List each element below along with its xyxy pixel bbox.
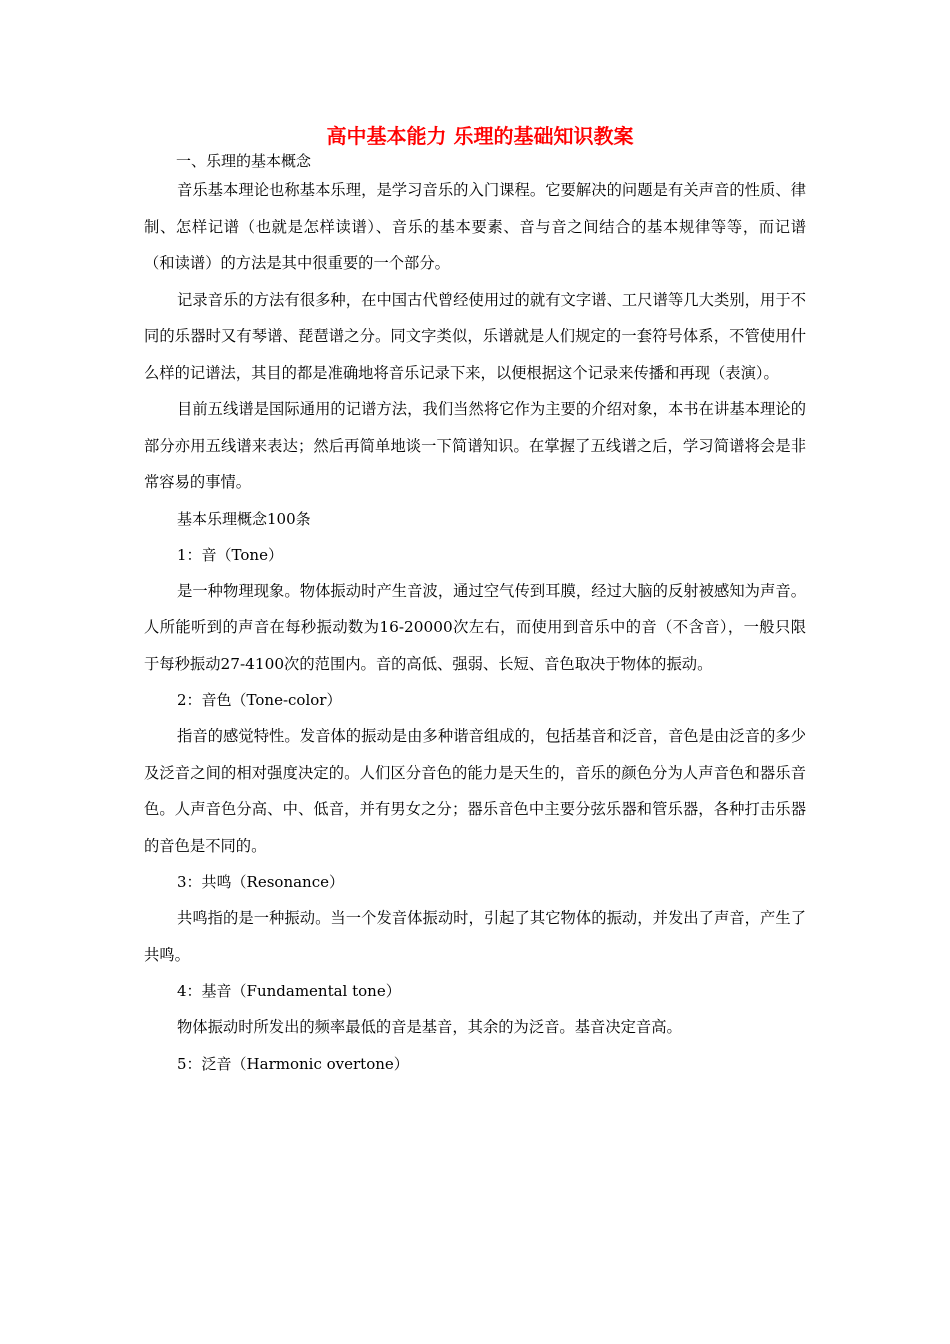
concept-term: 1：音（Tone） — [177, 545, 283, 564]
intro-paragraph: 记录音乐的方法有很多种，在中国古代曾经使用过的就有文字谱、工尺谱等几大类别，用于不同的乐器时又有琴谱、琵琶谱之分。同文字类似，乐谱就是人们规定的一套符号体系，不管使用什么样的记谱法，其目的都是准确地将音乐记录下来，以便根据这个记录来传播和再现（表演）。 — [144, 290, 806, 382]
intro-paragraph: 目前五线谱是国际通用的记谱方法，我们当然将它作为主要的介绍对象，本书在讲基本理论的部分亦用五线谱来表达；然后再简单地谈一下简谱知识。在掌握了五线谱之后，学习简谱将会是非常容易的事情。 — [144, 400, 806, 491]
document-body — [144, 124, 806, 1082]
concepts-heading: 基本乐理概念100条 — [177, 509, 311, 528]
concept-term: 5：泛音（Harmonic overtone） — [177, 1054, 409, 1073]
concept-term: 3：共鸣（Resonance） — [177, 873, 344, 891]
intro-paragraph: 音乐基本理论也称基本乐理，是学习音乐的入门课程。它要解决的问题是有关声音的性质、律制、怎样记谱（也就是怎样读谱）、音乐的基本要素、音与音之间结合的基本规律等等，而记谱（和读谱）的方法是其中很重要的一个部分。 — [144, 181, 806, 272]
concept-definition: 是一种物理现象。物体振动时产生音波，通过空气传到耳膜，经过大脑的反射被感知为声音。人所能听到的声音在每秒振动数为16-20000次左右，而使用到音乐中的音（不含音），一般只限于每秒振动27-4100次的范围内。音的高低、强弱、长短、音色取决于物体的振动。 — [144, 581, 806, 673]
concept-term: 4：基音（Fundamental tone） — [177, 982, 401, 1000]
concept-definition: 共鸣指的是一种振动。当一个发音体振动时，引起了其它物体的振动，并发出了声音，产生了共鸣。 — [144, 909, 806, 964]
concept-term: 2：音色（Tone-color） — [177, 691, 342, 709]
concept-definition: 指音的感觉特性。发音体的振动是由多种谐音组成的，包括基音和泛音，音色是由泛音的多少及泛音之间的相对强度决定的。人们区分音色的能力是天生的，音乐的颜色分为人声音色和器乐音色。人声音色分高、中、低音，并有男女之分；器乐音色中主要分弦乐器和管乐器，各种打击乐器的音色是不同的。 — [144, 727, 806, 855]
document-title: 高中基本能力 乐理的基础知识教案 — [326, 124, 634, 148]
section-heading: 一、乐理的基本概念 — [176, 152, 312, 170]
concept-definition: 物体振动时所发出的频率最低的音是基音，其余的为泛音。基音决定音高。 — [177, 1018, 682, 1036]
